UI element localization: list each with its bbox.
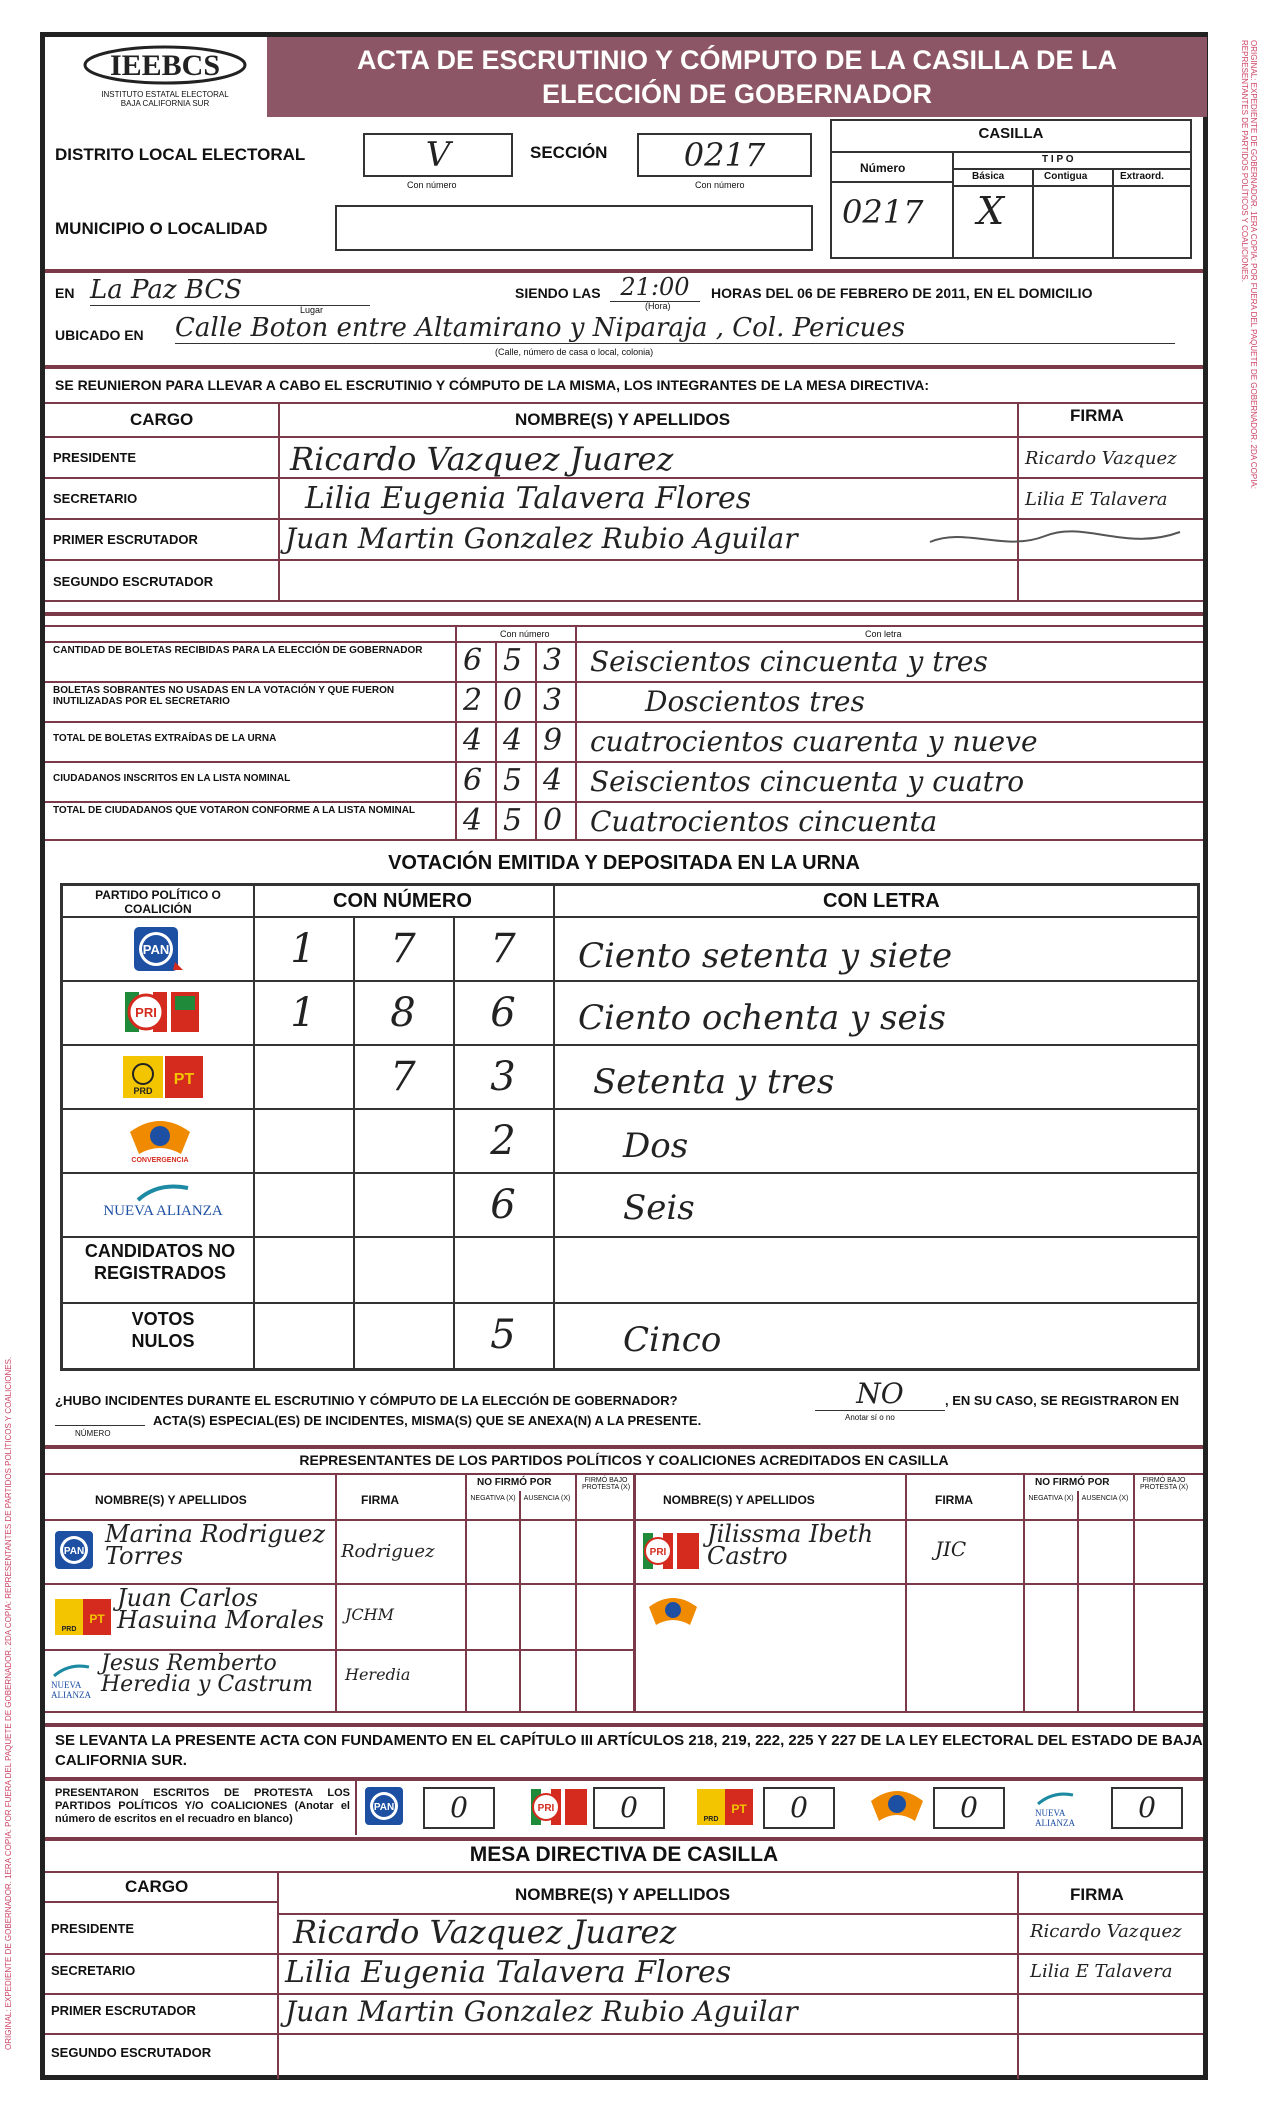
vot-d3-1[interactable]: 6 [490, 990, 516, 1036]
ubicado-value[interactable]: Calle Boton entre Altamirano y Niparaja , Col. Pericues [175, 313, 1175, 344]
title-line-1: ACTA DE ESCRUTINIO Y CÓMPUTO DE LA CASILLA DE LA [356, 45, 1118, 75]
vot-letra-4[interactable]: Seis [623, 1188, 695, 1228]
svg-text:PT: PT [89, 1612, 105, 1626]
rep-pri-logo-icon [641, 1529, 701, 1573]
boletas-d3-0[interactable]: 3 [543, 643, 563, 678]
distrito-field[interactable] [363, 133, 513, 177]
mesa1-firma-0: Ricardo Vazquez [1025, 448, 1177, 469]
rep-right-ausencia-hdr: AUSENCIA (X) [1081, 1495, 1129, 1502]
vot-d3-2[interactable]: 3 [490, 1054, 516, 1100]
vot-letra-6[interactable]: Cinco [623, 1320, 722, 1360]
mesa1-nombre-hdr: NOMBRE(S) Y APELLIDOS [515, 410, 731, 429]
mesa2-firma-hdr: FIRMA [1070, 1885, 1124, 1904]
side-note-right: ORIGINAL: EXPEDIENTE DE GOBERNADOR. 1ERA COPIA: POR FUERA DEL PAQUETE DE GOBERNADOR. 2DA COPIA: REPRESENTANTES DE PARTIDOS POLÍTICOS Y COALICIONES. [1240, 40, 1258, 489]
protesta-nueva-alianza-value: 0 [1138, 1791, 1156, 1824]
rep-nueva-alianza-text: NUEVA ALIANZA [51, 1680, 91, 1700]
hora-caption: (Hora) [645, 301, 671, 311]
svg-text:PAN: PAN [142, 942, 170, 957]
boletas-letra-3[interactable]: Seiscientos cincuenta y cuatro [590, 765, 1025, 798]
mesa1-cargo-3: SEGUNDO ESCRUTADOR [53, 574, 214, 589]
rep-left-firma-1: JCHM [345, 1605, 394, 1624]
vot-d3-6[interactable]: 5 [490, 1312, 516, 1358]
boletas-d1-3[interactable]: 6 [463, 763, 483, 798]
boletas-d3-4[interactable]: 0 [543, 803, 563, 838]
vot-d1-0[interactable]: 1 [290, 926, 316, 972]
svg-text:PAN: PAN [63, 1546, 85, 1557]
boletas-label-0: CANTIDAD DE BOLETAS RECIBIDAS PARA LA ELECCIÓN DE GOBERNADOR [53, 645, 423, 656]
boletas-d2-4[interactable]: 5 [503, 803, 523, 838]
incidentes-line2: ACTA(S) ESPECIAL(ES) DE INCIDENTES, MISMA(S) QUE SE ANEXA(N) A LA PRESENTE. [153, 1413, 702, 1428]
protesta-prd-pt-logo-icon [695, 1785, 755, 1829]
protesta-pri-value: 0 [620, 1791, 638, 1824]
boletas-d2-2[interactable]: 4 [503, 723, 523, 758]
en-label: EN [55, 285, 75, 301]
votacion-letra-hdr: CON LETRA [823, 890, 940, 912]
mesa1-firma-hdr: FIRMA [1070, 406, 1124, 425]
boletas-d2-0[interactable]: 5 [503, 643, 523, 678]
rep-right-firmo-hdr: FIRMÓ BAJO PROTESTA (X) [1139, 1477, 1189, 1491]
boletas-d1-4[interactable]: 4 [463, 803, 483, 838]
mesa2-nombre-1[interactable]: Lilia Eugenia Talavera Flores [285, 1955, 732, 1990]
rep-right-firma-hdr: FIRMA [935, 1493, 973, 1507]
seccion-label: SECCIÓN [530, 143, 608, 162]
vot-d2-0[interactable]: 7 [390, 926, 416, 972]
rep-left-nombre-hdr: NOMBRE(S) Y APELLIDOS [95, 1493, 247, 1507]
svg-text:PRI: PRI [649, 1547, 667, 1558]
hora-value[interactable]: 21:00 [610, 273, 700, 302]
rep-left-nofirmo-hdr: NO FIRMÓ POR [477, 1477, 552, 1488]
rep-convergencia-logo-icon [645, 1593, 701, 1633]
casilla-box [830, 119, 1192, 259]
rep-left-nombre-1[interactable]: Juan Carlos Hasuina Morales [117, 1584, 325, 1634]
boletas-d2-1[interactable]: 0 [503, 683, 523, 718]
incidentes-numero-caption: NÚMERO [75, 1429, 111, 1438]
mesa1-table [45, 402, 1203, 602]
incidentes-question: ¿HUBO INCIDENTES DURANTE EL ESCRUTINIO Y CÓMPUTO DE LA ELECCIÓN DE GOBERNADOR? [55, 1393, 678, 1408]
svg-text:PRI: PRI [135, 1005, 157, 1020]
rep-right-negativa-hdr: NEGATIVA (X) [1028, 1495, 1074, 1502]
siendo-label: SIENDO LAS [515, 285, 601, 301]
boletas-letra-hdr: Con letra [865, 629, 902, 639]
casilla-numero: 0217 [842, 193, 924, 231]
votos-nulos: VOTOS NULOS [131, 1309, 195, 1351]
votacion-num-hdr: CON NÚMERO [333, 890, 472, 912]
boletas-d1-0[interactable]: 6 [463, 643, 483, 678]
boletas-table [45, 625, 1203, 841]
extraord-label: Extraord. [1120, 171, 1164, 182]
mesa1-cargo-hdr: CARGO [130, 410, 194, 429]
boletas-letra-1[interactable]: Doscientos tres [645, 685, 865, 718]
boletas-label-1: BOLETAS SOBRANTES NO USADAS EN LA VOTACIÓN Y QUE FUERON INUTILIZADAS POR EL SECRETARIO [53, 685, 395, 707]
vot-d2-1[interactable]: 8 [390, 990, 416, 1036]
mesa2-cargo-0: PRESIDENTE [51, 1921, 135, 1936]
rep-left-negativa-hdr: NEGATIVA (X) [470, 1495, 516, 1502]
boletas-letra-2[interactable]: cuatrocientos cuarenta y nueve [590, 725, 1038, 758]
boletas-letra-0[interactable]: Seiscientos cincuenta y tres [590, 645, 988, 678]
svg-text:PAN: PAN [373, 1802, 395, 1813]
protesta-pri-field[interactable] [593, 1787, 665, 1829]
protesta-convergencia-value: 0 [960, 1791, 978, 1824]
mesa2-nombre-2[interactable]: Juan Martin Gonzalez Rubio Aguilar [285, 1995, 798, 2028]
protesta-nueva-alianza-text: NUEVA ALIANZA [1035, 1808, 1075, 1828]
rep-left-nombre-2[interactable]: Jesus Remberto Heredia y Castrum [101, 1651, 314, 1697]
incidentes-answer-caption: Anotar sí o no [845, 1413, 895, 1422]
casilla-label: CASILLA [978, 125, 1044, 142]
protesta-prd-pt-field[interactable] [763, 1787, 835, 1829]
seccion-value: 0217 [683, 136, 766, 174]
reunion-text: SE REUNIERON PARA LLEVAR A CABO EL ESCRUTINIO Y CÓMPUTO DE LA MISMA, LOS INTEGRANTES DE LA MESA DIRECTIVA: [55, 377, 930, 393]
vot-d3-3[interactable]: 2 [490, 1118, 516, 1164]
lugar-caption: Lugar [300, 305, 324, 315]
fundamento-text: SE LEVANTA LA PRESENTE ACTA CON FUNDAMENTO EN EL CAPÍTULO III ARTÍCULOS 218, 219, 222, 225 Y 227 DE LA LEY ELECTORAL DEL ESTADO DE BAJA CALIFORNIA SUR. [55, 1732, 1203, 1769]
protesta-pan-logo-icon [363, 1785, 413, 1829]
mesa1-cargo-0: PRESIDENTE [53, 450, 137, 465]
mesa1-firma-1: Lilia E Talavera [1025, 489, 1168, 510]
contigua-label: Contigua [1044, 171, 1088, 182]
convergencia-logo-icon [125, 1114, 195, 1168]
vot-letra-0[interactable]: Ciento setenta y siete [578, 936, 953, 976]
numero-label: Número [860, 161, 906, 175]
vot-d2-2[interactable]: 7 [390, 1054, 416, 1100]
municipio-label: MUNICIPIO O LOCALIDAD [55, 219, 268, 238]
protesta-nueva-alianza-logo-icon [1035, 1791, 1105, 1828]
mesa1-cargo-1: SECRETARIO [53, 491, 138, 506]
mesa2-cargo-1: SECRETARIO [51, 1963, 136, 1978]
boletas-d1-2[interactable]: 4 [463, 723, 483, 758]
mesa1-cargo-2: PRIMER ESCRUTADOR [53, 532, 198, 547]
boletas-letra-4[interactable]: Cuatrocientos cincuenta [590, 805, 938, 838]
mesa1-firma-2-scribble-icon [925, 522, 1185, 556]
incidentes-answer[interactable]: NO [815, 1377, 945, 1411]
municipio-field[interactable] [335, 205, 813, 251]
en-value[interactable]: La Paz BCS [90, 275, 370, 306]
representantes-title: REPRESENTANTES DE LOS PARTIDOS POLÍTICOS Y COALICIONES ACREDITADOS EN CASILLA [299, 1452, 949, 1468]
rep-prd-pt-logo-icon [53, 1597, 113, 1637]
form-title [267, 37, 1207, 117]
nueva-alianza-logo-icon [103, 1182, 223, 1220]
representantes-table [45, 1473, 1203, 1713]
pri-logo-icon [123, 988, 201, 1038]
svg-text:IEEBCS: IEEBCS [109, 49, 221, 82]
nueva-alianza-logo-text: NUEVA ALIANZA [103, 1203, 223, 1219]
mesa1-nombre-2[interactable]: Juan Martin Gonzalez Rubio Aguilar [285, 522, 798, 555]
seccion-caption: Con número [695, 180, 745, 190]
mesa2-nombre-0[interactable]: Ricardo Vazquez Juarez [293, 1913, 677, 1951]
institute-name-2: BAJA CALIFORNIA SUR [120, 99, 210, 108]
vot-d1-1[interactable]: 1 [290, 990, 316, 1036]
boletas-d3-1[interactable]: 3 [543, 683, 563, 718]
votacion-table [60, 883, 1200, 1371]
boletas-d1-1[interactable]: 2 [463, 683, 483, 718]
incidentes-numero-field[interactable] [55, 1425, 145, 1426]
rep-left-firmo-hdr: FIRMÓ BAJO PROTESTA (X) [581, 1477, 631, 1491]
svg-text:PRD: PRD [703, 1816, 719, 1823]
prd-pt-logo-icon [121, 1052, 205, 1102]
votacion-title: VOTACIÓN EMITIDA Y DEPOSITADA EN LA URNA [388, 852, 860, 874]
vot-letra-3[interactable]: Dos [623, 1126, 689, 1166]
rep-left-nombre-0[interactable]: Marina Rodriguez Torres [105, 1520, 326, 1570]
boletas-num-hdr: Con número [500, 629, 550, 639]
tipo-label: T I P O [1042, 154, 1074, 165]
boletas-label-2: TOTAL DE BOLETAS EXTRAÍDAS DE LA URNA [53, 733, 277, 744]
pan-logo-icon [131, 924, 191, 974]
horas-text: HORAS DEL 06 DE FEBRERO DE 2011, EN EL DOMICILIO [711, 285, 1093, 301]
seccion-field[interactable] [637, 133, 812, 177]
mesa2-table [45, 1871, 1203, 2079]
protesta-text: PRESENTARON ESCRITOS DE PROTESTA LOS PARTIDOS POLÍTICOS Y/O COALICIONES (Anotar el número de escritos en el recuadro en blanco) [55, 1787, 350, 1825]
vot-letra-2[interactable]: Setenta y tres [593, 1062, 835, 1102]
protesta-convergencia-field[interactable] [933, 1787, 1005, 1829]
rep-pan-logo-icon [53, 1529, 97, 1573]
mesa1-nombre-1[interactable]: Lilia Eugenia Talavera Flores [305, 481, 752, 516]
side-note-left: ORIGINAL: EXPEDIENTE DE GOBERNADOR. 1ERA COPIA: POR FUERA DEL PAQUETE DE GOBERNADOR. 2DA COPIA: REPRESENTANTES DE PARTIDOS POLÍTICOS Y COALICIONES. [4, 1356, 13, 2050]
protesta-pan-field[interactable] [423, 1787, 495, 1829]
rep-right-nombre-hdr: NOMBRE(S) Y APELLIDOS [663, 1493, 815, 1507]
incidentes-tail: , EN SU CASO, SE REGISTRARON EN [945, 1393, 1180, 1408]
svg-text:PRD: PRD [61, 1626, 77, 1633]
protesta-convergencia-logo-icon [867, 1785, 927, 1829]
mesa2-cargo-2: PRIMER ESCRUTADOR [51, 2003, 196, 2018]
protesta-prd-pt-value: 0 [790, 1791, 808, 1824]
institute-name-1: INSTITUTO ESTATAL ELECTORAL [101, 90, 229, 99]
vot-letra-1[interactable]: Ciento ochenta y seis [578, 998, 946, 1038]
boletas-d3-3[interactable]: 4 [543, 763, 563, 798]
mesa2-firma-0: Ricardo Vazquez [1030, 1921, 1182, 1942]
mesa2-nombre-hdr: NOMBRE(S) Y APELLIDOS [515, 1885, 731, 1904]
mesa2-firma-1: Lilia E Talavera [1030, 1961, 1173, 1982]
protesta-pri-logo-icon [529, 1785, 589, 1829]
mesa2-cargo-hdr: CARGO [125, 1877, 189, 1896]
distrito-caption: Con número [407, 180, 457, 190]
rep-left-firma-2: Heredia [345, 1665, 411, 1684]
votacion-partido-hdr: PARTIDO POLÍTICO O COALICIÓN [95, 888, 221, 916]
boletas-label-3: CIUDADANOS INSCRITOS EN LA LISTA NOMINAL [53, 773, 291, 784]
basica-mark[interactable]: X [977, 189, 1005, 233]
svg-text:PRI: PRI [537, 1803, 555, 1814]
distrito-label: DISTRITO LOCAL ELECTORAL [55, 145, 306, 164]
ubicado-caption: (Calle, número de casa o local, colonia) [495, 347, 654, 357]
svg-text:PRD: PRD [133, 1086, 153, 1096]
mesa1-nombre-0[interactable]: Ricardo Vazquez Juarez [290, 440, 674, 478]
mesa2-cargo-3: SEGUNDO ESCRUTADOR [51, 2045, 212, 2060]
candidatos-no-registrados: CANDIDATOS NO REGISTRADOS [84, 1241, 236, 1283]
svg-text:PT: PT [731, 1802, 747, 1816]
ieebcs-logo-icon [80, 43, 250, 85]
distrito-value: V [425, 135, 451, 175]
rep-left-ausencia-hdr: AUSENCIA (X) [523, 1495, 571, 1502]
svg-text:PT: PT [173, 1071, 195, 1088]
basica-label: Básica [972, 171, 1005, 182]
rep-left-firma-0: Rodriguez [341, 1541, 435, 1562]
protesta-nueva-alianza-field[interactable] [1111, 1787, 1183, 1829]
rep-right-firma-0: JIC [935, 1537, 967, 1561]
boletas-d3-2[interactable]: 9 [543, 723, 563, 758]
protesta-pan-value: 0 [450, 1791, 468, 1824]
vot-d3-4[interactable]: 6 [490, 1182, 516, 1228]
ubicado-label: UBICADO EN [55, 327, 144, 343]
rep-right-nofirmo-hdr: NO FIRMÓ POR [1035, 1477, 1110, 1488]
title-line-2: ELECCIÓN DE GOBERNADOR [541, 79, 933, 109]
rep-left-firma-hdr: FIRMA [361, 1493, 399, 1507]
boletas-label-4: TOTAL DE CIUDADANOS QUE VOTARON CONFORME A LA LISTA NOMINAL [53, 805, 416, 816]
mesa2-title: MESA DIRECTIVA DE CASILLA [469, 1843, 779, 1866]
boletas-d2-3[interactable]: 5 [503, 763, 523, 798]
vot-d3-0[interactable]: 7 [490, 926, 516, 972]
svg-text:CONVERGENCIA: CONVERGENCIA [131, 1157, 189, 1164]
institute-logo [75, 43, 255, 113]
acta-sheet [40, 32, 1208, 2080]
rep-right-nombre-0[interactable]: Jilissma Ibeth Castro [707, 1520, 874, 1570]
